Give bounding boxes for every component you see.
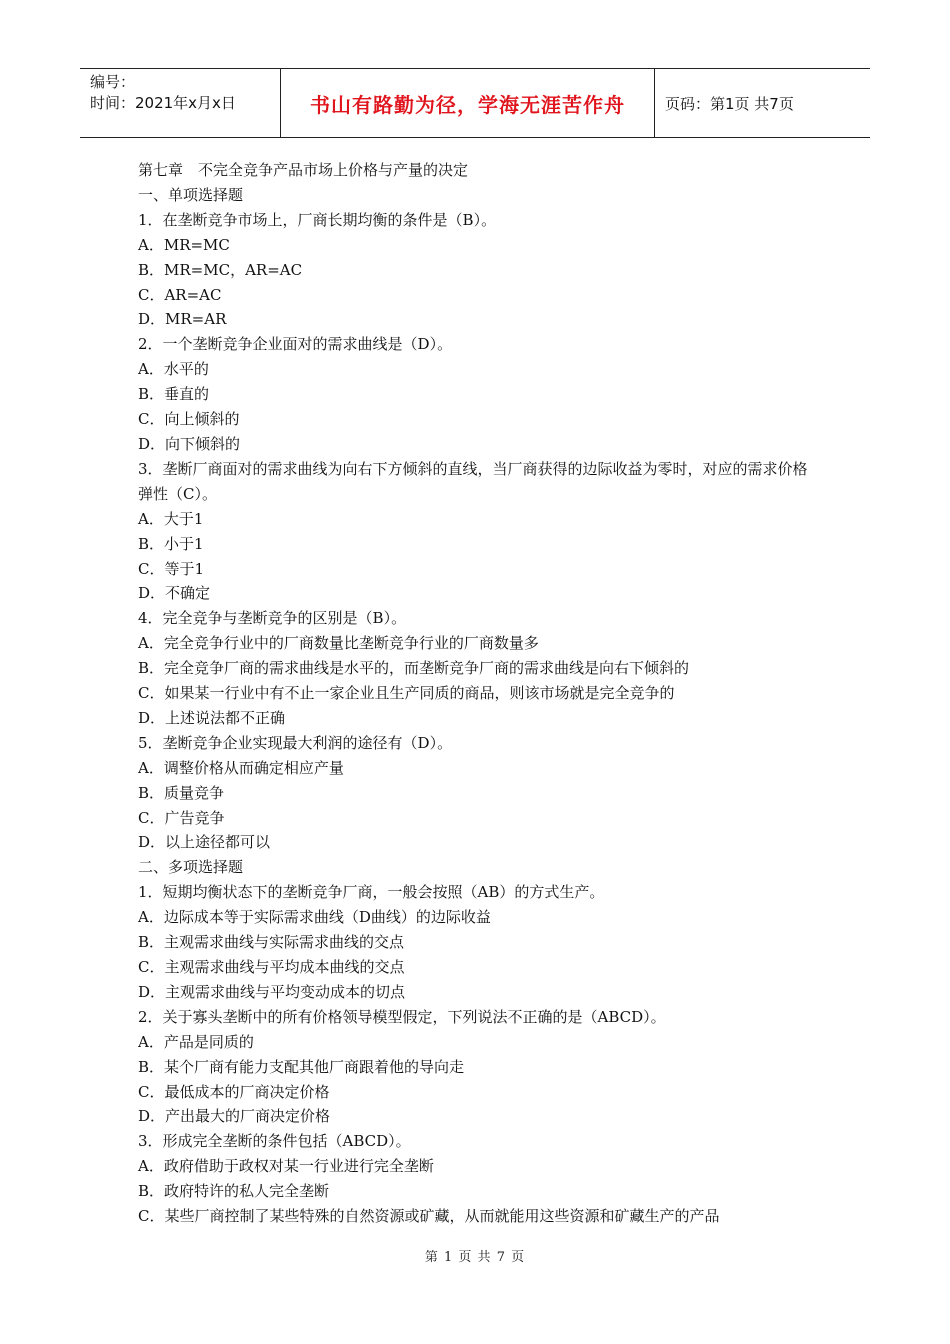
text-line: 2．一个垄断竞争企业面对的需求曲线是（D）。: [138, 335, 453, 354]
text-line: 二、多项选择题: [138, 858, 244, 877]
text-line: D．产出最大的厂商决定价格: [138, 1107, 331, 1126]
document-body: [138, 158, 818, 1229]
text-line: 3．形成完全垄断的条件包括（ABCD）。: [138, 1132, 411, 1151]
text-line: A．完全竞争行业中的厂商数量比垄断竞争行业的厂商数量多: [138, 634, 539, 653]
text-line: B．主观需求曲线与实际需求曲线的交点: [138, 933, 405, 952]
time-label: 时间：2021年x月x日: [90, 94, 236, 112]
text-line: 3．垄断厂商面对的需求曲线为向右下方倾斜的直线，当厂商获得的边际收益为零时，对应的需求价格弹性（C）。: [138, 459, 808, 503]
text-line: 4．完全竞争与垄断竞争的区别是（B）。: [138, 609, 407, 628]
text-line: C．最低成本的厂商决定价格: [138, 1082, 330, 1101]
text-line: A．政府借助于政权对某一行业进行完全垄断: [138, 1157, 434, 1176]
text-line: A．MR=MC: [138, 235, 230, 254]
text-line: A．大于1: [138, 509, 204, 528]
text-line: C．如果某一行业中有不止一家企业且生产同质的商品，则该市场就是完全竞争的: [138, 684, 675, 703]
text-line: D．MR=AR: [138, 310, 227, 329]
text-line: D．上述说法都不正确: [138, 708, 286, 727]
text-line: C．广告竞争: [138, 808, 225, 827]
text-line: C．等于1: [138, 559, 205, 578]
text-line: A．边际成本等于实际需求曲线（D曲线）的边际收益: [138, 908, 491, 927]
text-line: A．水平的: [138, 360, 209, 379]
text-line: 5．垄断竞争企业实现最大利润的途径有（D）。: [138, 733, 453, 752]
text-line: B．完全竞争厂商的需求曲线是水平的，而垄断竞争厂商的需求曲线是向右下倾斜的: [138, 659, 690, 678]
text-line: 一、单项选择题: [138, 185, 244, 204]
text-line: D．不确定: [138, 584, 211, 603]
text-line: 1．短期均衡状态下的垄断竞争厂商，一般会按照（AB）的方式生产。: [138, 883, 605, 902]
text-line: C．向上倾斜的: [138, 410, 240, 429]
text-line: 1．在垄断竞争市场上，厂商长期均衡的条件是（B）。: [138, 210, 497, 229]
text-line: D．主观需求曲线与平均变动成本的切点: [138, 982, 406, 1001]
text-line: D．以上途径都可以: [138, 833, 271, 852]
text-line: 2．关于寡头垄断中的所有价格领导模型假定，下列说法不正确的是（ABCD）。: [138, 1007, 666, 1026]
text-line: A．调整价格从而确定相应产量: [138, 758, 344, 777]
text-line: B．垂直的: [138, 385, 210, 404]
text-line: C．AR=AC: [138, 285, 222, 304]
text-line: D．向下倾斜的: [138, 434, 241, 453]
number-label: 编号：: [90, 73, 136, 91]
text-line: B．政府特许的私人完全垄断: [138, 1182, 330, 1201]
document-header: [80, 68, 870, 138]
page-footer: 第 1 页 共 7 页: [424, 1250, 526, 1265]
text-line: B．质量竞争: [138, 783, 225, 802]
text-line: B．MR=MC，AR=AC: [138, 260, 303, 279]
text-line: C．某些厂商控制了某些特殊的自然资源或矿藏，从而就能用这些资源和矿藏生产的产品: [138, 1207, 720, 1226]
text-line: B．某个厂商有能力支配其他厂商跟着他的导向走: [138, 1057, 465, 1076]
text-line: B．小于1: [138, 534, 204, 553]
text-line: A．产品是同质的: [138, 1032, 254, 1051]
header-meta: [80, 69, 281, 137]
header-page-label: 页码：第1页 共7页: [665, 94, 794, 113]
text-line: C．主观需求曲线与平均成本曲线的交点: [138, 958, 405, 976]
header-motto: 书山有路勤为径，学海无涯苦作舟: [281, 69, 655, 137]
text-line: 第七章 不完全竞争产品市场上价格与产量的决定: [138, 161, 469, 179]
